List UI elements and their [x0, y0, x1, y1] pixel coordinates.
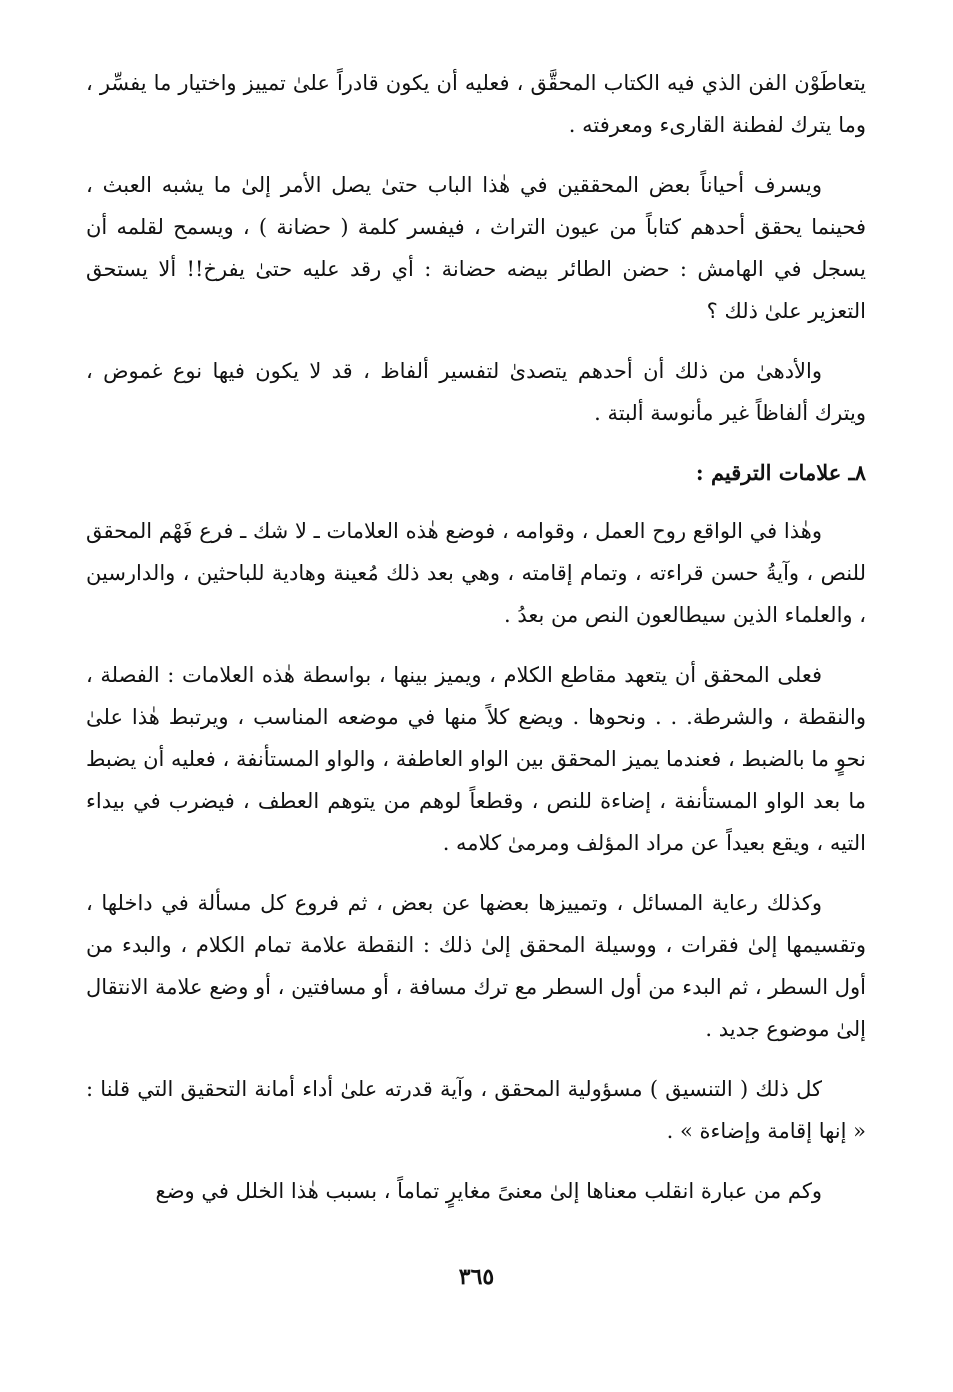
page-body [86, 62, 866, 1230]
paragraph-meaning-shift: وكم من عبارة انقلب معناها إلىٰ معنىً مغايرٍ تماماً ، بسبب هٰذا الخلل في وضع [155, 1179, 822, 1203]
paragraph-punctuation-spirit: وهٰذا في الواقع روح العمل ، وقوامه ، فوضع هٰذه العلامات ـ لا شك ـ فرع فَهْم المحقق للنص ، وآيةُ حسن قراءته ، وتمام إقامته ، وهي بعد ذلك مُعينة وهادية للباحثين ، والدارسين ، والعلماء الذين سيطالعون النص من بعدُ . [86, 519, 866, 627]
paragraph-worse-case: والأدهىٰ من ذلك أن أحدهم يتصدىٰ لتفسير ألفاظ ، قد لا يكون فيها نوع غموض ، ويترك ألفاظاً غير مأنوسة ألبتة . [86, 359, 866, 425]
section-heading-punctuation: ٨ـ علامات الترقيم : [695, 460, 866, 485]
page-number: ٣٦٥ [458, 1264, 495, 1290]
paragraph-coordination: كل ذلك ( التنسيق ) مسؤولية المحقق ، وآية قدرته علىٰ أداء أمانة التحقيق التي قلنا : « إنها إقامة وإضاءة » . [86, 1077, 866, 1143]
paragraph-issue-division: وكذلك رعاية المسائل ، وتمييزها بعضها عن بعض ، ثم فروع كل مسألة في داخلها ، وتقسيمها إلىٰ فقرات ، ووسيلة المحقق إلىٰ ذلك : النقطة علامة تمام الكلام ، والبدء من أول السطر ، ثم البدء من أول السطر مع ترك مسافة ، أو مسافتين ، أو وضع علامة الانتقال إلىٰ موضوع جديد . [86, 891, 866, 1041]
paragraph-editor-duties: فعلى المحقق أن يتعهد مقاطع الكلام ، ويميز بينها ، بواسطة هٰذه العلامات : الفصلة ، والنقطة ، والشرطة. . . ونحوها . ويضع كلاً منها في موضعه المناسب ، ويرتبط هٰذا علىٰ نحوٍ ما بالضبط ، فعندما يميز المحقق بين الواو العاطفة ، والواو المستأنفة ، فعليه أن يضبط ما بعد الواو المستأنفة ، إضاءة للنص ، وقطعاً لوهم من يتوهم العطف ، فيضرب في بيداء التيه ، ويقع بعيداً عن مراد المؤلف ومرمىٰ كلامه . [86, 663, 866, 855]
paragraph-continuation: يتعاطَوْن الفن الذي فيه الكتاب المحقَّق ، فعليه أن يكون قادراً علىٰ تمييز واختيار ما يفسِّر ، وما يترك لفطنة القارىء ومعرفته . [86, 71, 866, 137]
paragraph-excessive-annotation: ويسرف أحياناً بعض المحققين في هٰذا الباب حتىٰ يصل الأمر إلىٰ ما يشبه العبث ، فحينما يحقق أحدهم كتاباً من عيون التراث ، فيفسر كلمة ( حضانة ) ، ويسمح لقلمه أن يسجل في الهامش : حضن الطائر بيضه حضانة : أي رقد عليه حتىٰ يفرخ!! ألا يستحق التعزير علىٰ ذلك ؟ [86, 173, 866, 323]
